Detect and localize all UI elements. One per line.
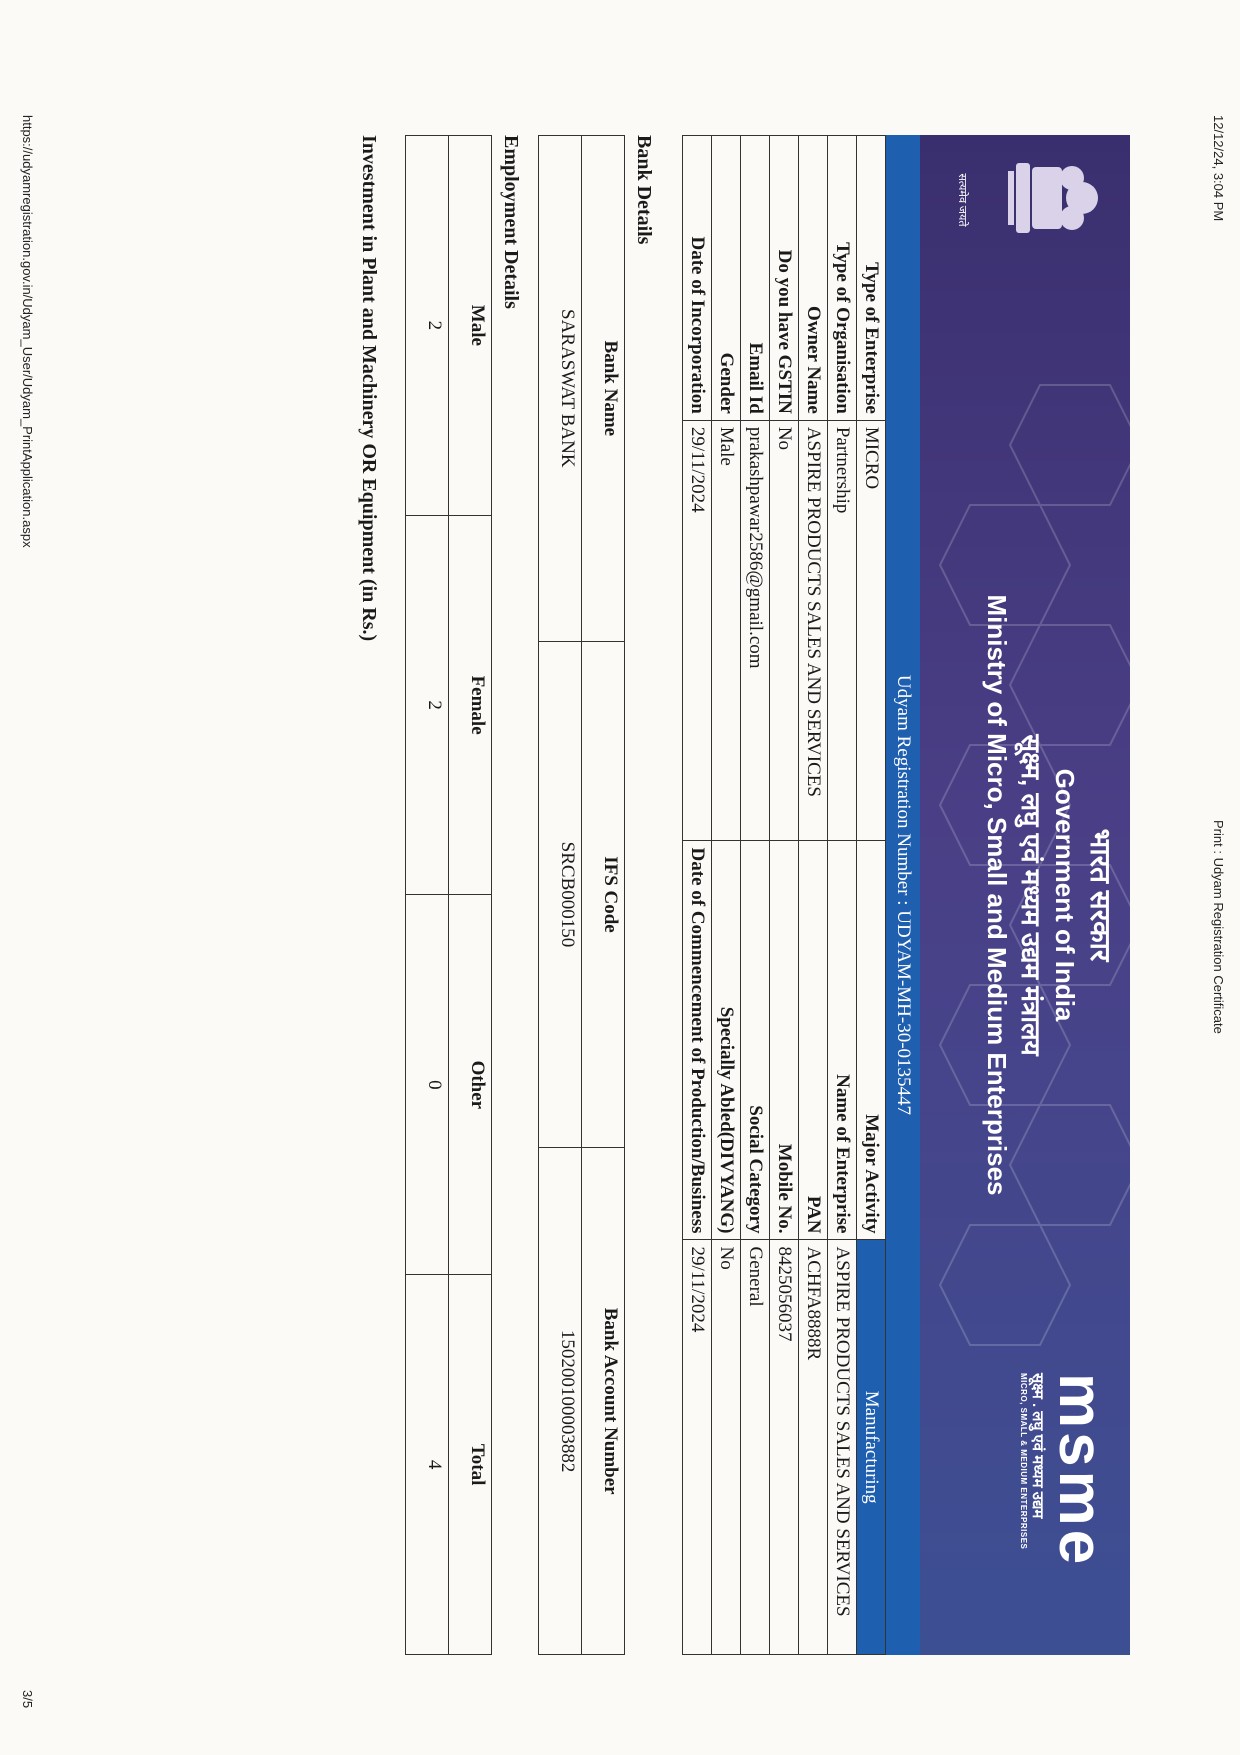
bank-details-table [538,135,625,1655]
gov-title: Government of India [1050,768,1080,1022]
info-label: Type of Organisation [828,136,857,421]
female-header: Female [449,515,492,895]
msme-hindi-text: सूक्ष्म . लघु एवं मध्यम उद्यम [1029,1373,1046,1519]
info-row [857,136,886,1655]
info-label: Do you have GSTIN [770,136,799,421]
info-value: ACHFA8888R [799,1240,828,1655]
msme-logo-text: msme [1046,1373,1115,1569]
bank-header-row [582,136,625,1655]
account-number-value: 150200100003882 [539,1148,582,1655]
ministry-title: Ministry of Micro, Small and Medium Enterprises [982,594,1012,1196]
ministry-banner [920,135,1130,1655]
info-value: prakashpawar2586@gmail.com [741,420,770,840]
info-value: MICRO [857,420,886,840]
info-label: Type of Enterprise [857,136,886,421]
info-value: No [770,420,799,840]
info-row [683,136,712,1655]
employment-table [405,135,492,1655]
employment-details-title: Employment Details [500,135,522,309]
msme-english-text: MICRO, SMALL & MEDIUM ENTERPRISES [1019,1373,1028,1550]
info-label: Email Id [741,136,770,421]
bank-name-value: SARASWAT BANK [539,136,582,642]
hindi-ministry-title: सूक्ष्म, लघु एवं मध्यम उद्यम मंत्रालय [1016,734,1046,1056]
info-row [770,136,799,1655]
info-label: Date of Incorporation [683,136,712,421]
employment-data-row [406,136,449,1655]
other-header: Other [449,895,492,1275]
female-count: 2 [406,515,449,895]
info-label: Major Activity [857,840,886,1240]
info-row [712,136,741,1655]
info-value: ASPIRE PRODUCTS SALES AND SERVICES [828,1240,857,1655]
hindi-gov-title: भारत सरकार [1085,828,1116,962]
info-value: ASPIRE PRODUCTS SALES AND SERVICES [799,420,828,840]
ifs-code-value: SRCB000150 [539,641,582,1148]
info-label: Name of Enterprise [828,840,857,1240]
info-value: Male [712,420,741,840]
info-value: No [712,1240,741,1655]
info-label: Social Category [741,840,770,1240]
total-count: 4 [406,1275,449,1655]
registration-number-bar [886,135,920,1655]
account-number-header: Bank Account Number [582,1148,625,1655]
employment-header-row [449,136,492,1655]
bank-data-row [539,136,582,1655]
info-value: 29/11/2024 [683,1240,712,1655]
print-datetime: 12/12/24, 3:04 PM [1211,115,1226,222]
bank-name-header: Bank Name [582,136,625,642]
male-header: Male [449,136,492,516]
total-header: Total [449,1275,492,1655]
male-count: 2 [406,136,449,516]
info-value: 29/11/2024 [683,420,712,840]
enterprise-info-table [682,135,886,1655]
info-row [799,136,828,1655]
info-label: Gender [712,136,741,421]
info-value: Partnership [828,420,857,840]
info-label: Specially Abled(DIVYANG) [712,840,741,1240]
info-row [828,136,857,1655]
info-label: Date of Commencement of Production/Business [683,840,712,1240]
registration-number: UDYAM-MH-30-0135447 [893,910,914,1116]
investment-title: Investment in Plant and Machinery OR Equipment (in Rs.) [358,135,380,642]
info-value: 8425056037 [770,1240,799,1655]
info-label: Owner Name [799,136,828,421]
bank-details-title: Bank Details [633,135,655,245]
page-url: https://udyamregistration.gov.in/Udyam_User/Udyam_PrintApplication.aspx [20,115,35,548]
info-label: PAN [799,840,828,1240]
emblem-caption: सत्यमेव जयते [956,173,968,227]
info-value: General [741,1240,770,1655]
registration-label: Udyam Registration Number [893,674,914,896]
info-label: Mobile No. [770,840,799,1240]
other-count: 0 [406,895,449,1275]
msme-logo [992,1373,1115,1633]
ifs-code-header: IFS Code [582,641,625,1148]
info-value: Manufacturing [857,1240,886,1655]
info-row [741,136,770,1655]
page-number: 3/5 [20,1690,35,1709]
print-title: Print : Udyam Registration Certificate [1211,820,1226,1034]
registration-separator: : [893,900,914,906]
